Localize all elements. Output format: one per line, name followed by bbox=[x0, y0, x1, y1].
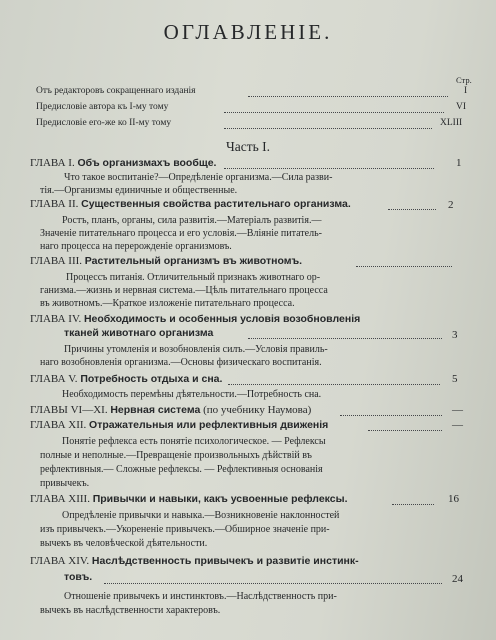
toc-front-page: VI bbox=[456, 102, 467, 112]
chapter-summary-line: Процессъ питанія. Отличительный признакъ животнаго ор- bbox=[66, 272, 321, 283]
chapter-title: Привычки и навыки, какъ усвоенные рефлексы. bbox=[92, 493, 348, 505]
chapter-label: ГЛАВА II. bbox=[30, 198, 79, 210]
chapter-summary-line: въ животномъ.—Краткое изложеніе питательнаго процесса. bbox=[40, 298, 295, 309]
page-column-label: Стр. bbox=[456, 75, 472, 85]
chapter-title: Существенныя свойства растительнаго организма. bbox=[81, 198, 351, 210]
toc-front-page: XLIII bbox=[440, 118, 463, 128]
chapter-label: ГЛАВА V. bbox=[30, 373, 78, 385]
chapter-page: — bbox=[452, 404, 463, 416]
dot-leader bbox=[228, 384, 440, 385]
chapter-summary-line: наго возобновленія организма.—Основы физическаго воспитанія. bbox=[40, 357, 322, 368]
chapter-summary-line: Опредѣленіе привычки и навыка.—Возникновеніе наклонностей bbox=[62, 510, 340, 521]
dot-leader bbox=[248, 338, 442, 339]
toc-front-page: I bbox=[464, 86, 468, 96]
dot-leader bbox=[356, 266, 452, 267]
toc-chapter-entry[interactable] bbox=[30, 314, 360, 325]
chapter-title: Необходимость и особенныя условія возобновленія bbox=[83, 313, 361, 325]
chapter-summary-line: вычекъ въ человѣческой дѣятельности. bbox=[40, 538, 208, 549]
chapter-page: 2 bbox=[448, 199, 454, 211]
chapter-page: — bbox=[452, 419, 463, 431]
toc-front-entry[interactable]: Предисловіе его-же ко II-му тому bbox=[36, 118, 172, 128]
chapter-title-note: (по учебнику Наумова) bbox=[203, 404, 312, 416]
chapter-page: 3 bbox=[452, 329, 458, 341]
chapter-label: ГЛАВА IV. bbox=[30, 313, 82, 325]
chapter-summary-line: изъ привычекъ.—Укорененіе привычекъ.—Обширное значеніе при- bbox=[40, 524, 330, 535]
toc-front-entry[interactable]: Отъ редакторовъ сокращеннаго изданія bbox=[36, 86, 196, 96]
toc-chapter-entry[interactable] bbox=[30, 256, 302, 267]
chapter-summary-line: Понятіе рефлекса есть понятіе психологическое. — Рефлексы bbox=[62, 436, 326, 447]
dot-leader bbox=[368, 430, 442, 431]
toc-chapter-entry[interactable] bbox=[30, 199, 351, 210]
dot-leader bbox=[340, 415, 442, 416]
chapter-summary-line: вычекъ въ наслѣдственности характеровъ. bbox=[40, 605, 221, 616]
chapter-summary-line: Отношеніе привычекъ и инстинктовъ.—Наслѣдственность при- bbox=[64, 591, 337, 602]
chapter-summary-line: Значеніе питательнаго процесса и его условія.—Вліяніе питатель- bbox=[40, 228, 322, 239]
chapter-label: ГЛАВА XII. bbox=[30, 419, 87, 431]
toc-chapter-entry[interactable] bbox=[30, 420, 328, 431]
chapter-label: ГЛАВА III. bbox=[30, 255, 83, 267]
dot-leader bbox=[224, 128, 432, 129]
toc-front-entry[interactable]: Предисловіе автора къ I-му тому bbox=[36, 102, 169, 112]
page-title: ОГЛАВЛЕНІЕ. bbox=[163, 20, 333, 44]
dot-leader bbox=[248, 96, 448, 97]
chapter-title: Объ организмахъ вообще. bbox=[77, 157, 217, 169]
dot-leader bbox=[388, 209, 436, 210]
dot-leader bbox=[224, 112, 444, 113]
chapter-label: ГЛАВЫ VI—XI. bbox=[30, 404, 108, 416]
chapter-page: 5 bbox=[452, 373, 458, 385]
chapter-page: 24 bbox=[452, 573, 463, 585]
chapter-summary-line: Причины утомленія и возобновленія силъ.—Условія правиль- bbox=[64, 344, 328, 355]
toc-chapter-entry[interactable] bbox=[30, 494, 348, 505]
chapter-summary-line: наго процесса на перерожденіе организмовъ. bbox=[40, 241, 232, 252]
chapter-page: 1 bbox=[456, 157, 462, 169]
dot-leader bbox=[224, 168, 434, 169]
chapter-summary-line: привычекъ. bbox=[40, 478, 90, 489]
chapter-label: ГЛАВА XIII. bbox=[30, 493, 90, 505]
chapter-label: ГЛАВА XIV. bbox=[30, 555, 90, 567]
chapter-title-cont: товъ. bbox=[64, 571, 93, 583]
toc-chapter-entry[interactable] bbox=[30, 405, 311, 416]
chapter-summary-line: Необходимость перемѣны дѣятельности.—Потребность сна. bbox=[62, 389, 322, 400]
chapter-label: ГЛАВА I. bbox=[30, 157, 75, 169]
chapter-title: Потребность отдыха и сна. bbox=[80, 373, 223, 385]
chapter-summary-line: Что такое воспитаніе?—Опредѣленіе организма.—Сила разви- bbox=[64, 172, 333, 183]
chapter-title: Наслѣдственность привычекъ и развитіе инстинк- bbox=[91, 555, 359, 567]
toc-chapter-entry[interactable] bbox=[30, 158, 216, 169]
chapter-summary-line: Ростъ, планъ, органы, сила развитія.—Матеріалъ развитія.— bbox=[62, 215, 322, 226]
chapter-summary-line: тія.—Организмы единичные и общественные. bbox=[40, 185, 238, 196]
chapter-title: Растительный организмъ въ животномъ. bbox=[84, 255, 303, 267]
chapter-summary-line: ганизма.—жизнь и нервная система.—Цѣль питательнаго процесса bbox=[40, 285, 328, 296]
toc-chapter-entry[interactable] bbox=[30, 556, 359, 567]
chapter-title-cont: тканей животнаго организма bbox=[64, 327, 214, 339]
part-heading: Часть I. bbox=[225, 139, 271, 154]
chapter-summary-line: рефлективныя.— Сложные рефлексы. — Рефлективныя основанія bbox=[40, 464, 323, 475]
chapter-title: Отражательныя или рефлективныя движенія bbox=[89, 419, 329, 431]
chapter-summary-line: полные и неполные.—Превращеніе произвольныхъ дѣйствій въ bbox=[40, 450, 312, 461]
dot-leader bbox=[392, 504, 434, 505]
chapter-page: 16 bbox=[448, 493, 459, 505]
dot-leader bbox=[104, 583, 442, 584]
chapter-title: Нервная система bbox=[110, 404, 201, 416]
toc-chapter-entry[interactable] bbox=[30, 374, 222, 385]
